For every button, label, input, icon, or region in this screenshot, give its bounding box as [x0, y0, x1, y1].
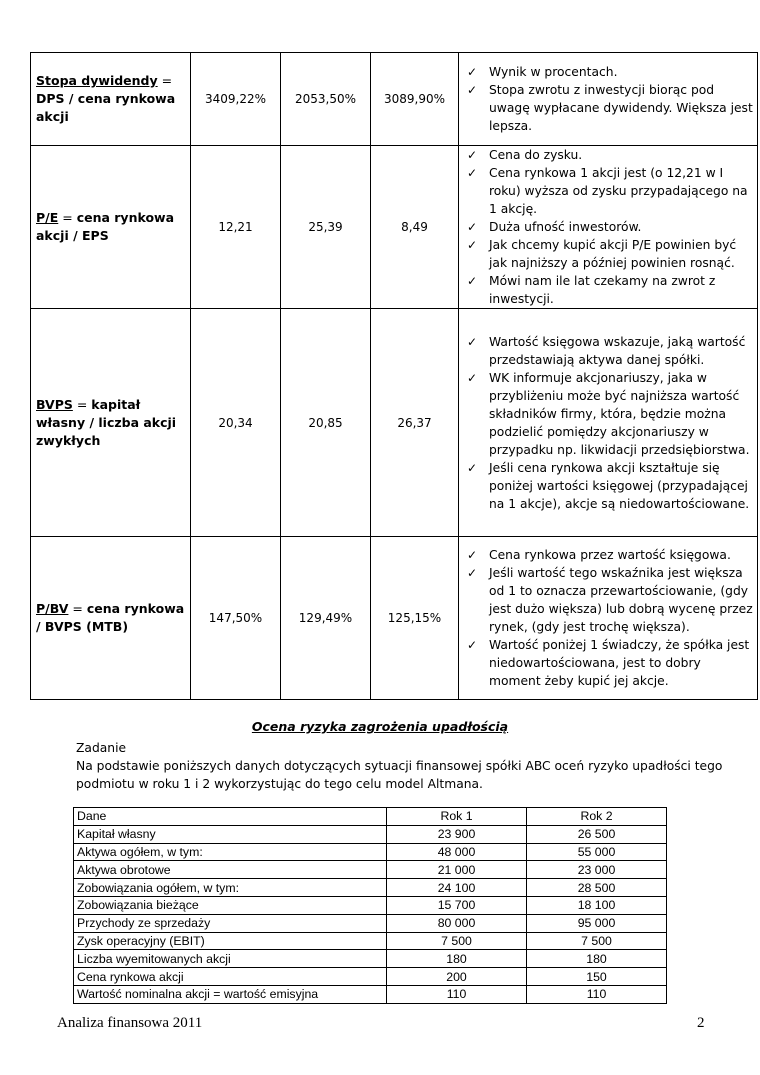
- ratio-row: [31, 146, 758, 309]
- task-block: [76, 739, 726, 793]
- note-text: WK informuje akcjonariuszy, jaka w przybliżeniu może być najniższa wartość składników firmy, która, będzie można podzielić pomiędzy akcjonariuszy w przypadku np. likwidacji przedsiębiorstwa.: [489, 370, 750, 457]
- page-number: 2: [697, 1015, 705, 1031]
- data-value: 150: [527, 968, 667, 986]
- data-label: Aktywa obrotowe: [74, 861, 387, 879]
- task-label: Zadanie: [76, 741, 127, 755]
- note-text: Jeśli wartość tego wskaźnika jest większa od 1 to oznacza przewartościowanie, (gdy jest dużo większa) lub dobrą wycenę przez rynek, (gdy jest trochę większa).: [489, 566, 753, 634]
- ratio-formula: DPS / cena rynkowa akcji: [36, 91, 176, 124]
- ratio-value: 125,15%: [371, 537, 459, 700]
- data-value: 7 500: [527, 932, 667, 950]
- ratio-equals: =: [68, 601, 87, 616]
- data-label: Zobowiązania ogółem, w tym:: [74, 879, 387, 897]
- data-header-cell: Rok 1: [387, 808, 527, 826]
- note-text: Jak chcemy kupić akcji P/E powinien być jak najniższy a później powinien rosnąć.: [489, 238, 737, 270]
- ratio-row: [31, 537, 758, 700]
- ratio-notes: [459, 537, 758, 700]
- check-icon: ✓: [467, 65, 478, 79]
- check-icon: ✓: [467, 83, 478, 97]
- data-value: 28 500: [527, 879, 667, 897]
- ratio-value: 2053,50%: [281, 53, 371, 146]
- ratio-value: 3409,22%: [191, 53, 281, 146]
- check-icon: ✓: [467, 460, 478, 475]
- ratio-notes: [459, 146, 758, 309]
- check-icon: ✓: [467, 548, 478, 562]
- data-label: Kapitał własny: [74, 825, 387, 843]
- data-label: Wartość nominalna akcji = wartość emisyjna: [74, 985, 387, 1003]
- notes-list: [467, 146, 753, 308]
- check-icon: ✓: [467, 148, 478, 162]
- data-label: Przychody ze sprzedaży: [74, 914, 387, 932]
- data-header-cell: Dane: [74, 808, 387, 826]
- data-value: 24 100: [387, 879, 527, 897]
- note-text: Cena rynkowa 1 akcji jest (o 12,21 w I roku) wyższa od zysku przypadającego na 1 akcję.: [489, 166, 748, 216]
- data-label: Liczba wyemitowanych akcji: [74, 950, 387, 968]
- note-item: [467, 636, 753, 690]
- note-text: Jeśli cena rynkowa akcji kształtuje się poniżej wartości księgowej (przypadającej na 1 akcje), akcje są niedowartościowane.: [489, 460, 750, 511]
- ratio-row: [31, 53, 758, 146]
- note-item: [467, 81, 753, 135]
- data-value: 55 000: [527, 843, 667, 861]
- ratio-value: 147,50%: [191, 537, 281, 700]
- data-row: [74, 985, 667, 1003]
- ratios-table: [30, 52, 758, 700]
- check-icon: ✓: [467, 334, 478, 349]
- data-row: [74, 879, 667, 897]
- ratio-value: 3089,90%: [371, 53, 459, 146]
- check-icon: ✓: [467, 638, 478, 652]
- ratio-abbr: P/E: [36, 210, 59, 225]
- note-item: [467, 564, 753, 636]
- note-text: Duża ufność inwestorów.: [489, 220, 642, 234]
- ratio-value: 129,49%: [281, 537, 371, 700]
- note-text: Wartość poniżej 1 świadczy, że spółka jest niedowartościowana, jest to dobry moment żeby kupić jej akcje.: [489, 638, 750, 688]
- ratio-equals: =: [157, 73, 173, 88]
- note-text: Cena rynkowa przez wartość księgowa.: [489, 548, 731, 562]
- data-value: 110: [387, 985, 527, 1003]
- data-row: [74, 950, 667, 968]
- data-value: 21 000: [387, 861, 527, 879]
- note-text: Cena do zysku.: [489, 148, 583, 162]
- data-row: [74, 825, 667, 843]
- ratio-value: 25,39: [281, 146, 371, 309]
- data-value: 18 100: [527, 896, 667, 914]
- data-value: 23 000: [527, 861, 667, 879]
- check-icon: ✓: [467, 370, 478, 385]
- ratio-name: [31, 53, 191, 146]
- ratio-notes: [459, 53, 758, 146]
- data-header-row: [74, 808, 667, 826]
- ratio-value: 26,37: [371, 309, 459, 537]
- note-item: [467, 459, 753, 513]
- data-value: 180: [527, 950, 667, 968]
- ratio-value: 20,34: [191, 309, 281, 537]
- task-text: Na podstawie poniższych danych dotyczących sytuacji finansowej spółki ABC oceń ryzyko upadłości tego podmiotu w roku 1 i 2 wykorzystując do tego celu model Altmana.: [76, 759, 723, 791]
- note-item: [467, 236, 753, 272]
- ratio-name: [31, 146, 191, 309]
- ratio-value: 12,21: [191, 146, 281, 309]
- note-item: [467, 164, 753, 218]
- check-icon: ✓: [467, 220, 478, 234]
- section-title: Ocena ryzyka zagrożenia upadłością: [251, 719, 509, 734]
- data-row: [74, 896, 667, 914]
- note-item: [467, 272, 753, 308]
- ratio-formula: cena rynkowa / BVPS (MTB): [36, 601, 185, 634]
- ratio-equals: =: [72, 396, 92, 412]
- note-text: Wynik w procentach.: [489, 65, 618, 79]
- check-icon: ✓: [467, 566, 478, 580]
- note-item: [467, 369, 753, 459]
- data-value: 180: [387, 950, 527, 968]
- data-value: 200: [387, 968, 527, 986]
- data-value: 26 500: [527, 825, 667, 843]
- ratio-abbr: BVPS: [36, 396, 73, 412]
- notes-list: [467, 546, 753, 690]
- note-item: [467, 546, 753, 564]
- data-row: [74, 843, 667, 861]
- note-item: [467, 218, 753, 236]
- note-text: Mówi nam ile lat czekamy na zwrot z inwestycji.: [489, 274, 716, 306]
- data-label: Zysk operacyjny (EBIT): [74, 932, 387, 950]
- ratio-equals: =: [58, 210, 77, 225]
- check-icon: ✓: [467, 274, 478, 288]
- ratio-value: 20,85: [281, 309, 371, 537]
- data-value: 80 000: [387, 914, 527, 932]
- data-value: 15 700: [387, 896, 527, 914]
- note-text: Wartość księgowa wskazuje, jaką wartość przedstawiają aktywa danej spółki.: [489, 334, 746, 367]
- note-item: [467, 146, 753, 164]
- ratio-name: [31, 537, 191, 700]
- notes-list: [467, 63, 753, 135]
- ratio-row: [31, 309, 758, 537]
- data-row: [74, 968, 667, 986]
- data-label: Cena rynkowa akcji: [74, 968, 387, 986]
- data-label: Zobowiązania bieżące: [74, 896, 387, 914]
- check-icon: ✓: [467, 166, 478, 180]
- data-value: 23 900: [387, 825, 527, 843]
- data-value: 95 000: [527, 914, 667, 932]
- ratio-name: [31, 309, 191, 537]
- data-value: 110: [527, 985, 667, 1003]
- data-value: 48 000: [387, 843, 527, 861]
- data-row: [74, 861, 667, 879]
- data-value: 7 500: [387, 932, 527, 950]
- ratio-notes: [459, 309, 758, 537]
- notes-list: [467, 333, 753, 513]
- data-table: [73, 807, 667, 1004]
- data-row: [74, 932, 667, 950]
- data-row: [74, 914, 667, 932]
- data-header-cell: Rok 2: [527, 808, 667, 826]
- footer-title: Analiza finansowa 2011: [57, 1015, 203, 1031]
- check-icon: ✓: [467, 238, 478, 252]
- ratio-formula: kapitał własny / liczba akcji zwykłych: [36, 396, 177, 448]
- note-item: [467, 333, 753, 369]
- ratio-value: 8,49: [371, 146, 459, 309]
- note-item: [467, 63, 753, 81]
- ratio-formula: cena rynkowa akcji / EPS: [36, 210, 175, 243]
- note-text: Stopa zwrotu z inwestycji biorąc pod uwagę wypłacane dywidendy. Większa jest lepsza.: [489, 83, 753, 133]
- ratio-abbr: P/BV: [36, 601, 69, 616]
- data-label: Aktywa ogółem, w tym:: [74, 843, 387, 861]
- ratio-abbr: Stopa dywidendy: [36, 73, 158, 88]
